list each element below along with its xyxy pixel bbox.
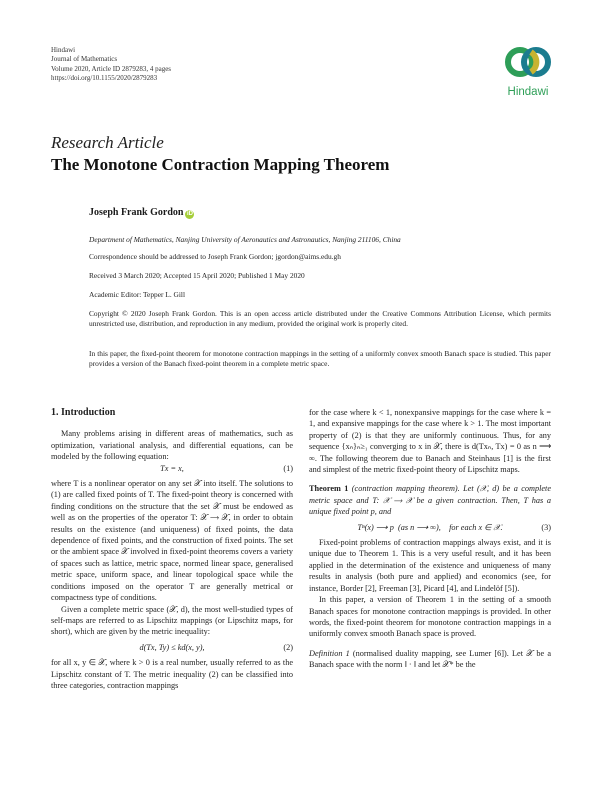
hindawi-logo-icon xyxy=(501,44,555,80)
academic-editor: Academic Editor: Tepper L. Gill xyxy=(89,290,186,299)
equation-expr: d(Tx, Ty) ≤ kd(x, y), xyxy=(139,642,205,652)
left-column xyxy=(51,407,293,691)
right-column xyxy=(309,407,551,671)
equation-3 xyxy=(309,522,551,533)
equation-expr: Tx = x, xyxy=(160,463,184,473)
equation-number: (3) xyxy=(541,522,551,532)
abstract: In this paper, the fixed-point theorem for monotone contraction mappings in the setting of a uniformly convex smooth Banach space is studied. This paper provides a version of the Banach fixed-point theorem in a complete metric space. xyxy=(89,349,551,368)
journal-meta xyxy=(51,46,171,83)
author-name-text: Joseph Frank Gordon xyxy=(89,207,184,218)
equation-number: (1) xyxy=(283,463,293,473)
orcid-icon[interactable]: iD xyxy=(186,211,193,217)
paragraph: Given a complete metric space (𝒳, d), the most well-studied types of self-maps are referred to as Lipschitz mappings (or Lipschitz maps, for short), which are given by the metric inequality: xyxy=(51,604,293,637)
paragraph: Many problems arising in different areas of mathematics, such as optimization, variational analysis, and differential equations, can be modeled by the following equation: xyxy=(51,429,293,462)
dates: Received 3 March 2020; Accepted 15 April 2020; Published 1 May 2020 xyxy=(89,271,305,280)
equation-expr: Tⁿ(x) ⟶ p (as n ⟶ ∞), for each x ∈ 𝒳. xyxy=(357,522,503,532)
article-type: Research Article xyxy=(51,133,164,152)
copyright: Copyright © 2020 Joseph Frank Gordon. This is an open access article distributed under the Creative Commons Attribution License, which permits unrestricted use, distribution, and reproduction in any medium, provided the original work is properly cited. xyxy=(89,309,551,328)
paragraph: Fixed-point problems of contraction mappings always exist, and it is unique due to Theorem 1. This is a very useful result, and it has been applied in the determination of the existence and uniqueness of many results in analysis (both pure and applied) and economics (see, for instance, Border [2], Freeman [3], Picard [4], and Lindelöf [5]). xyxy=(309,538,551,593)
section-heading: 1. Introduction xyxy=(51,407,116,418)
paragraph: for the case where k < 1, nonexpansive mappings for the case where k = 1, and expansive mappings for the case where k > 1. The most important property of (2) is that they are uniformly continuous. Thus, for any sequence {xₙ}ₙ≥₁ converging to x in 𝒳, there is d(Txₙ, Tx) = 0 as n ⟶ ∞. The following theorem due to Banach and Steinhaus [1] is the first and simplest of the metric fixed-point theory of Lipschitz maps. xyxy=(309,408,551,475)
hindawi-logo xyxy=(498,44,558,98)
author-name[interactable] xyxy=(89,207,194,219)
definition-text: (normalised duality mapping, see Lumer [6]). Let 𝒳 be a Banach space with the norm ‖ · ‖ and let 𝒳* be the xyxy=(309,648,551,670)
paragraph: In this paper, a version of Theorem 1 in the setting of a smooth Banach spaces for monotone contraction mappings is provided. In other words, the fixed-point theorem for monotone contraction mappings in a uniformly convex smooth Banach space is proved. xyxy=(309,595,551,639)
publisher-line: Hindawi xyxy=(51,46,76,54)
definition-1 xyxy=(309,648,551,671)
correspondence: Correspondence should be addressed to Joseph Frank Gordon; jgordon@aims.edu.gh xyxy=(89,252,341,261)
paragraph: for all x, y ∈ 𝒳, where k > 0 is a real number, usually referred to as the Lipschitz constant of T. The metric inequality (2) can be classified into three categories, contraction mappings xyxy=(51,658,293,690)
equation-1 xyxy=(51,463,293,474)
volume-line: Volume 2020, Article ID 2879283, 4 pages xyxy=(51,64,172,73)
doi-link[interactable]: https://doi.org/10.1155/2020/2879283 xyxy=(51,73,158,82)
theorem-text: (contraction mapping theorem). Let (𝒳, d) be a complete metric space and T: 𝒳 ⟶ 𝒳 be a given contraction. Then, T has a unique fixed point p, and xyxy=(309,484,551,517)
journal-name: Journal of Mathematics xyxy=(51,55,118,64)
article-title: The Monotone Contraction Mapping Theorem xyxy=(51,155,390,174)
theorem-1 xyxy=(309,483,551,517)
theorem-label: Theorem 1 xyxy=(309,484,349,494)
paragraph: where T is a nonlinear operator on any set 𝒳 into itself. The solutions to (1) are called fixed points of T. The fixed-point theory is concerned with finding conditions on the structure that the set 𝒳 must be endowed as well as on the properties of the operator T: 𝒳 ⟶ 𝒳, in order to obtain results on the existence (and uniqueness) of fixed points, the data dependence of fixed points, and the construction of fixed points. The set or the ambient space 𝒳 involved in fixed-point theorems covers a variety of spaces such as lattice, metric space, normed linear space, generalised metric space, uniform space, and linear topological space while the conditions imposed on the operator T are generally metrical or compactness type of conditions. xyxy=(51,479,293,603)
hindawi-logo-text: Hindawi xyxy=(507,86,549,98)
equation-2 xyxy=(51,642,293,653)
equation-number: (2) xyxy=(283,642,293,652)
definition-label: Definition 1 xyxy=(309,648,350,658)
affiliation: Department of Mathematics, Nanjing University of Aeronautics and Astronautics, Nanjing 211106, China xyxy=(89,235,401,244)
